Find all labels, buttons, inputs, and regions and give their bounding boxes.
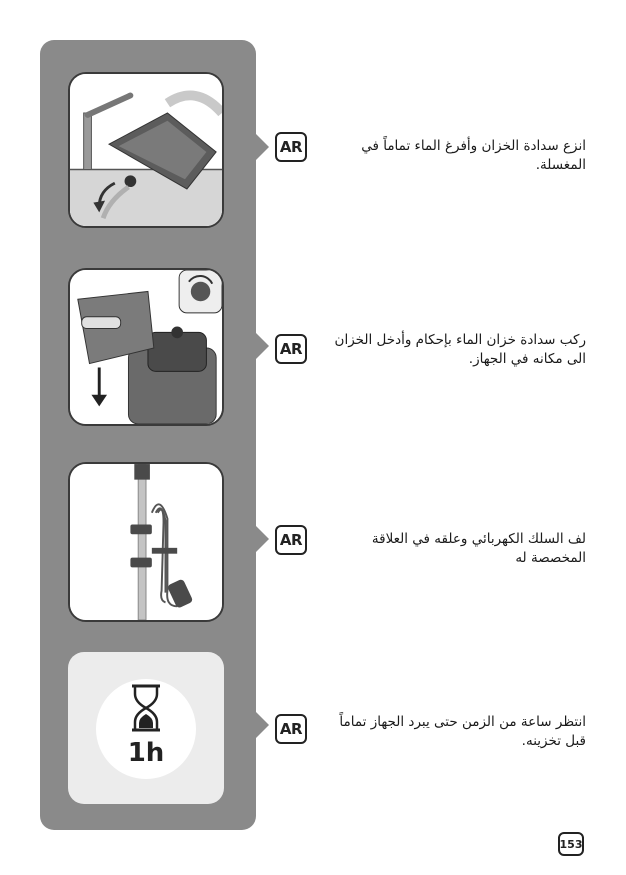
duration-label: 1h [127, 738, 165, 768]
language-badge: AR [275, 714, 307, 744]
language-badge: AR [275, 334, 307, 364]
tank-emptying-illustration [68, 72, 224, 228]
step-instruction: انتظر ساعة من الزمن حتى يبرد الجهاز تماماً قبل تخزينه. [339, 714, 586, 749]
panel-notch [256, 526, 269, 552]
step-instruction: لف السلك الكهربائي وعلقه في العلاقة المخصصة له [371, 531, 586, 566]
panel-notch [256, 134, 269, 160]
panel-notch [256, 333, 269, 359]
hourglass-illustration [68, 652, 224, 804]
cord-storage-illustration [68, 462, 224, 622]
language-badge: AR [275, 132, 307, 162]
panel-notch [256, 712, 269, 738]
page-number: 153 [558, 832, 584, 856]
step-instruction: ركب سدادة خزان الماء بإحكام وأدخل الخزان الى مكانه في الجهاز. [334, 332, 586, 367]
language-badge: AR [275, 525, 307, 555]
step-instruction: انزع سدادة الخزان وأفرغ الماء تماماً في المغسلة. [361, 138, 586, 173]
tank-refit-illustration [68, 268, 224, 426]
